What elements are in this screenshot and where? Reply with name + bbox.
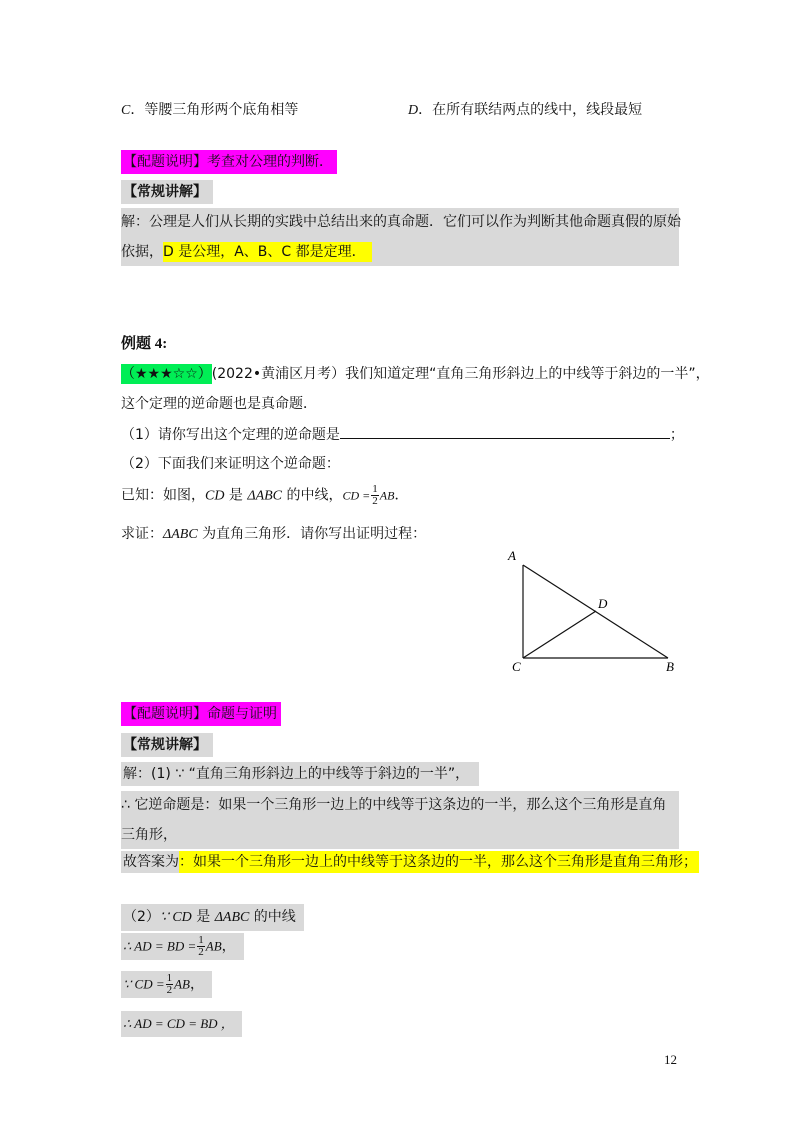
option-d-text: ．在所有联结两点的线中，线段最短 <box>418 102 643 118</box>
proof-step-1-a: （2） <box>123 909 160 925</box>
given-fraction <box>371 484 379 507</box>
page-number: 12 <box>664 1052 677 1067</box>
option-d-letter: D <box>408 103 419 118</box>
median-cd <box>523 611 596 658</box>
given-dot: ． <box>394 487 409 504</box>
example-line-2: 这个定理的逆命题也是真命题． <box>121 396 317 412</box>
option-c <box>121 100 298 121</box>
question-1-end: ； <box>669 427 684 443</box>
proof-step-2-den: 2 <box>198 946 204 958</box>
proof-step-3-fraction <box>166 973 174 996</box>
problem-note-2-text: 命题与证明 <box>207 706 277 722</box>
given-mid: 是 <box>224 487 248 504</box>
example-stem: (2022•黄浦区月考）我们知道定理“直角三角形斜边上的中线等于斜边的一半”， <box>211 366 710 382</box>
problem-note-tag: 【配题说明】 <box>123 154 207 170</box>
prove-triangle: ΔABC <box>163 527 198 542</box>
answer-blank <box>340 424 670 439</box>
solution-line-1: 解：(1) ∵ “直角三角形斜边上的中线等于斜边的一半”， <box>121 762 479 786</box>
proof-step-3-den: 2 <box>166 984 173 996</box>
question-2: （2）下面我们来证明这个逆命题： <box>121 456 340 472</box>
given-ab: AB <box>379 488 395 503</box>
given-equation: CD = <box>342 488 371 503</box>
problem-note-2-tag: 【配题说明】 <box>123 706 207 722</box>
example-title: 例题 4: <box>121 336 168 352</box>
problem-note-text: 考查对公理的判断． <box>207 154 333 170</box>
proof-step-3-num: 1 <box>166 972 173 984</box>
proof-step-3 <box>121 971 212 998</box>
proof-step-4: ∴ AD = CD = BD ， <box>121 1011 242 1037</box>
given-line <box>121 484 408 507</box>
prove-prefix: 求证： <box>121 526 163 542</box>
given-cd: CD <box>205 488 225 504</box>
proof-step-1-d: ΔABC <box>214 910 250 925</box>
given-tail: 的中线， <box>282 487 343 504</box>
example-line-1 <box>121 364 710 384</box>
final-answer-prefix: 故答案为 <box>121 851 179 873</box>
proof-step-2 <box>121 933 244 960</box>
answer-highlight: D 是公理，A、B、C 都是定理． <box>163 242 372 262</box>
given-prefix: 已知：如图， <box>121 487 205 504</box>
label-c: C <box>512 659 521 674</box>
label-a: A <box>508 548 516 563</box>
proof-step-3-a: ∵ CD = <box>123 976 165 992</box>
option-c-letter: C <box>121 103 131 118</box>
solution-line-2: ∴ 它逆命题是：如果一个三角形一边上的中线等于这条边的一半，那么这个三角形是直角 <box>121 797 667 813</box>
proof-step-1-c: 是 <box>191 909 215 925</box>
triangle-figure <box>500 545 690 675</box>
proof-step-1-e: 的中线 <box>249 909 296 925</box>
question-1 <box>121 424 684 445</box>
proof-step-2-num: 1 <box>198 934 204 946</box>
proof-step-2-b: AB <box>205 938 222 954</box>
given-fraction-den: 2 <box>372 495 378 507</box>
label-d: D <box>598 596 608 611</box>
solution-line-3: 三角形， <box>121 827 177 843</box>
difficulty-stars: （★★★☆☆） <box>121 366 212 382</box>
proof-step-1 <box>121 904 304 931</box>
answer-line-2 <box>121 242 372 262</box>
given-fraction-num: 1 <box>372 483 378 495</box>
answer-line-2a: 依据， <box>121 244 163 260</box>
final-answer-text: ：如果一个三角形一边上的中线等于这条边的一半，那么这个三角形是直角三角形； <box>179 851 699 873</box>
proof-step-3-b: AB <box>174 976 190 992</box>
option-c-text: ．等腰三角形两个底角相等 <box>130 102 299 118</box>
label-b: B <box>666 659 674 674</box>
given-triangle: ΔABC <box>247 488 283 504</box>
final-answer <box>121 852 699 872</box>
option-d <box>408 100 642 121</box>
problem-note-1 <box>121 150 337 174</box>
lecture-heading-1: 【常规讲解】 <box>121 180 213 204</box>
proof-step-3-c: ， <box>190 976 204 993</box>
proof-step-2-a: ∴ AD = BD = <box>123 938 197 954</box>
problem-note-2 <box>121 702 281 726</box>
answer-line-1: 解：公理是人们从长期的实践中总结出来的真命题．它们可以作为判断其他命题真假的原始 <box>121 214 681 230</box>
question-1-prefix: （1）请你写出这个定理的逆命题是 <box>121 427 340 443</box>
proof-step-2-fraction <box>197 935 205 958</box>
proof-step-2-c: ， <box>221 938 236 955</box>
prove-tail: 为直角三角形．请你写出证明过程： <box>197 526 427 542</box>
prove-line <box>121 524 426 545</box>
proof-step-1-b: ∵ CD <box>159 910 192 925</box>
lecture-heading-2: 【常规讲解】 <box>121 733 213 757</box>
